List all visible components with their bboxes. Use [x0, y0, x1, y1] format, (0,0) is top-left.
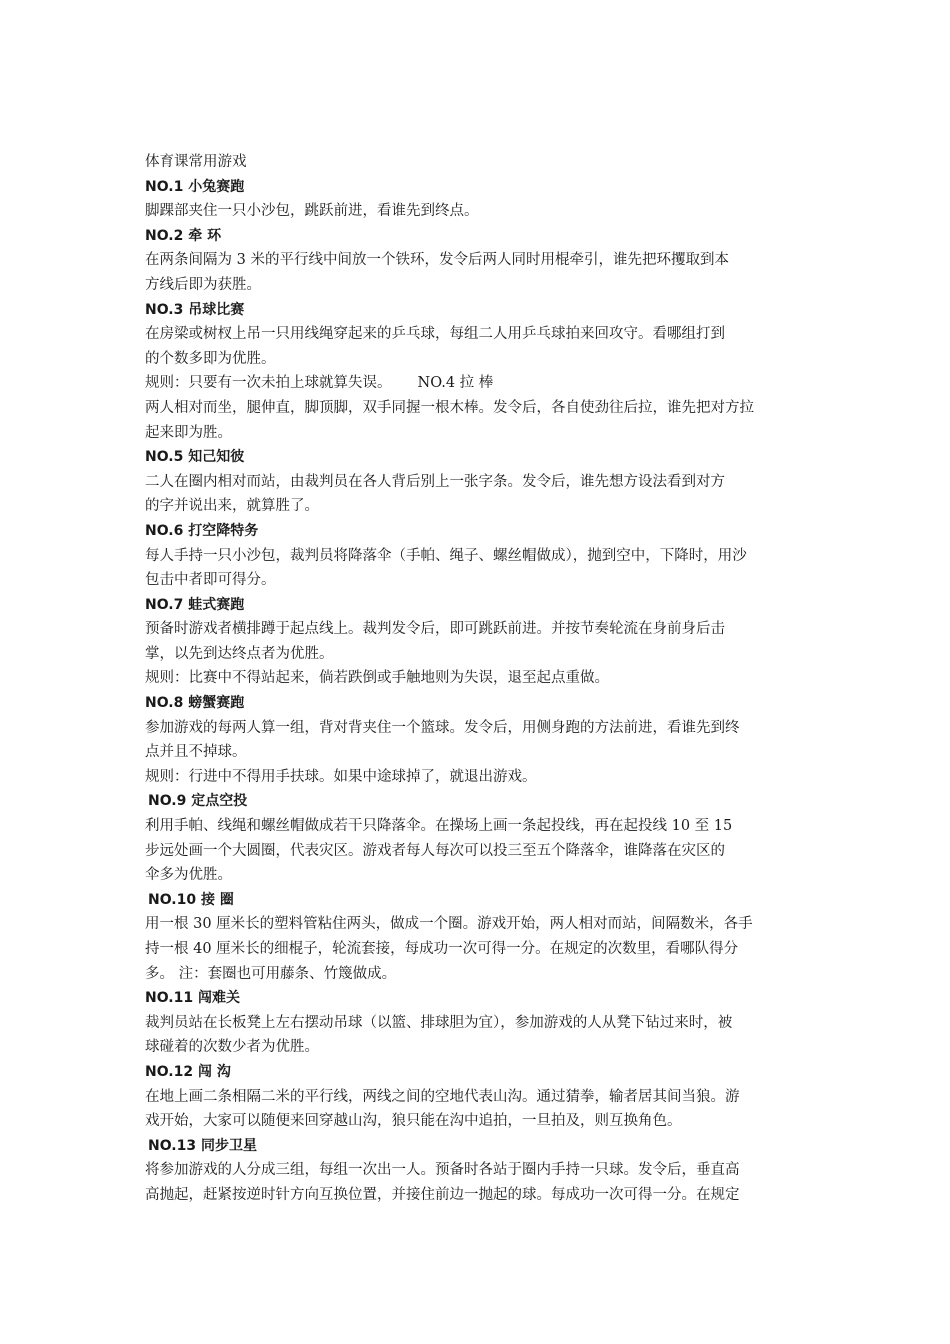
game-text: 利用手帕、线绳和螺丝帽做成若干只降落伞。在操场上画一条起投线，再在起投线 10 至 15 — [145, 818, 733, 835]
game-text: 点并且不掉球。 — [145, 744, 247, 761]
game-text: 球碰着的次数少者为优胜。 — [145, 1039, 319, 1056]
game-text: 脚踝部夹住一只小沙包，跳跃前进，看谁先到终点。 — [145, 203, 479, 220]
game-heading: NO.8 螃蟹赛跑 — [145, 695, 245, 712]
game-text: 裁判员站在长板凳上左右摆动吊球（以篮、排球胆为宜），参加游戏的人从凳下钻过来时，被 — [145, 1014, 733, 1031]
document-body — [145, 150, 809, 1208]
game-text: 包击中者即可得分。 — [145, 572, 276, 589]
game-heading: NO.3 吊球比赛 — [145, 301, 245, 318]
rule-line-with-heading — [145, 371, 809, 396]
game-text: 的个数多即为优胜。 — [145, 350, 276, 367]
game-heading: NO.13 同步卫星 — [148, 1137, 257, 1154]
game-text: 在地上画二条相隔二米的平行线，两线之间的空地代表山沟。通过猜拳，输者居其间当狼。游 — [145, 1088, 740, 1105]
game-text: 伞多为优胜。 — [145, 867, 232, 884]
document-title: 体育课常用游戏 — [145, 154, 247, 170]
rule-text: 规则：比赛中不得站起来，倘若跌倒或手触地则为失误，退至起点重做。 — [145, 670, 609, 687]
game-heading: NO.5 知己知彼 — [145, 449, 245, 466]
game-heading: NO.7 蛙式赛跑 — [145, 596, 245, 613]
game-text: 的字并说出来，就算胜了。 — [145, 498, 319, 515]
game-text: 用一根 30 厘米长的塑料管粘住两头，做成一个圈。游戏开始，两人相对而站，间隔数米，各手 — [145, 916, 753, 933]
game-heading: NO.10 接 圈 — [148, 891, 234, 908]
game-text: 两人相对而坐，腿伸直，脚顶脚，双手同握一根木棒。发令后，各自使劲往后拉，谁先把对方拉 — [145, 399, 754, 416]
game-text: 二人在圈内相对而站，由裁判员在各人背后别上一张字条。发令后，谁先想方设法看到对方 — [145, 473, 725, 490]
game-text: 多。 注：套圈也可用藤条、竹篾做成。 — [145, 965, 397, 982]
game-heading: NO.12 闯 沟 — [145, 1063, 231, 1080]
game-text: 步远处画一个大圆圈，代表灾区。游戏者每人每次可以投三至五个降落伞，谁降落在灾区的 — [145, 842, 725, 859]
game-heading: NO.2 牵 环 — [145, 227, 222, 244]
game-text: 方线后即为获胜。 — [145, 276, 261, 293]
game-heading: NO.11 闯难关 — [145, 990, 240, 1007]
game-text: 持一根 40 厘米长的细棍子，轮流套接，每成功一次可得一分。在规定的次数里，看哪队得分 — [145, 941, 739, 957]
game-text: 高抛起，赶紧按逆时针方向互换位置，并接住前边一抛起的球。每成功一次可得一分。在规定 — [145, 1186, 740, 1203]
game-text: 掌，以先到达终点者为优胜。 — [145, 645, 334, 662]
game-text: 每人手持一只小沙包，裁判员将降落伞（手帕、绳子、螺丝帽做成），抛到空中，下降时，用沙 — [145, 547, 747, 564]
game-text: 戏开始，大家可以随便来回穿越山沟，狼只能在沟中追拍，一旦拍及，则互换角色。 — [145, 1113, 682, 1130]
game-text: 将参加游戏的人分成三组，每组一次出一人。预备时各站于圈内手持一只球。发令后，垂直高 — [145, 1162, 740, 1179]
game-heading: NO.1 小兔赛跑 — [145, 178, 245, 195]
rule-text: 规则：行进中不得用手扶球。如果中途球掉了，就退出游戏。 — [145, 768, 537, 785]
game-text: 在两条间隔为 3 米的平行线中间放一个铁环，发令后两人同时用棍牵引，谁先把环攫取到本 — [145, 252, 729, 269]
game-text: 起来即为胜。 — [145, 424, 232, 441]
inline-game-heading: NO.4 拉 棒 — [417, 375, 494, 392]
game-text: 在房梁或树杈上吊一只用线绳穿起来的乒乓球，每组二人用乒乓球拍来回攻守。看哪组打到 — [145, 326, 725, 343]
game-text: 预备时游戏者横排蹲于起点线上。裁判发令后，即可跳跃前进。并按节奏轮流在身前身后击 — [145, 621, 725, 638]
game-heading: NO.6 打空降特务 — [145, 522, 259, 539]
game-text: 参加游戏的每两人算一组，背对背夹住一个篮球。发令后，用侧身跑的方法前进，看谁先到终 — [145, 719, 740, 736]
game-heading: NO.9 定点空投 — [148, 793, 248, 810]
rule-text: 规则：只要有一次未拍上球就算失误。 — [145, 375, 392, 392]
